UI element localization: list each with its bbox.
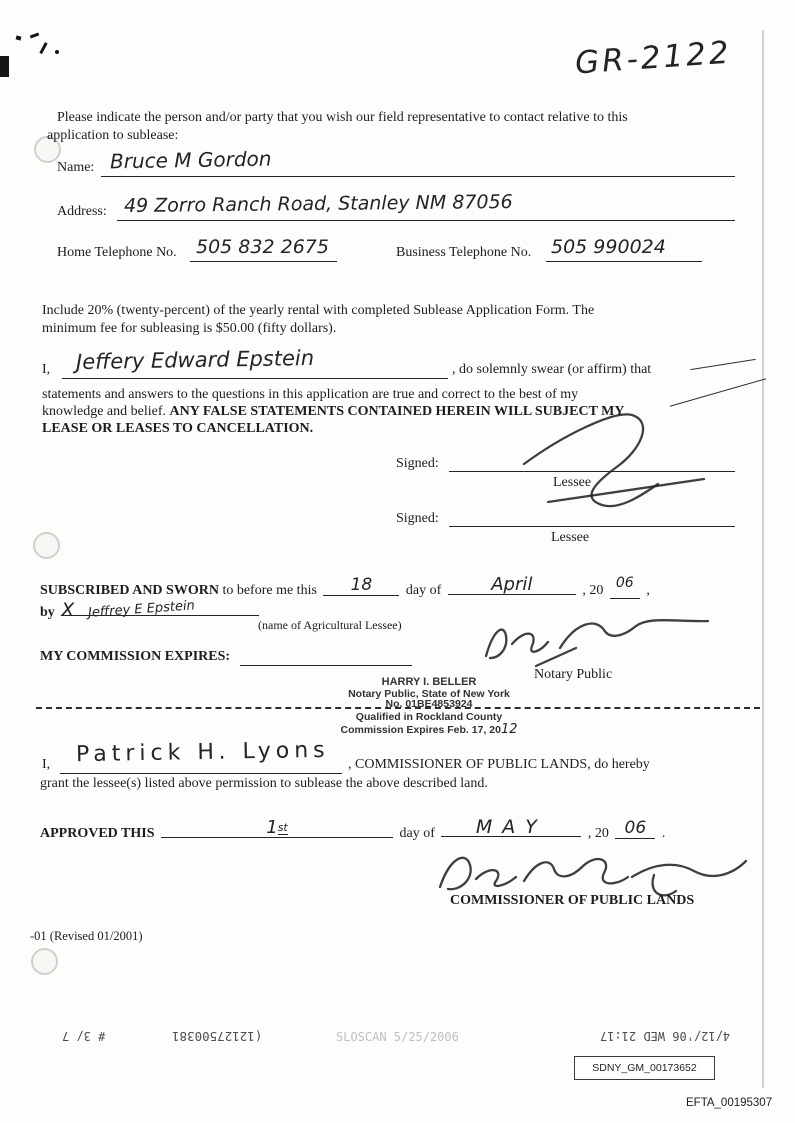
pen-mark [690,359,755,370]
scan-software-stamp: SLOSCAN 5/25/2006 [336,1030,459,1044]
scan-artifact [55,50,59,54]
signed-underline-2 [449,526,735,527]
approved-day-handwritten: 1 [266,817,278,838]
sworn-rest-text: to before me this [222,583,317,598]
address-value-handwritten: 49 Zorro Ranch Road, Stanley NM 87056 [123,190,513,218]
oath-line-3-normal: knowledge and belief. [42,404,170,419]
lessee-label-1: Lessee [553,475,592,490]
business-phone-underline [546,261,702,262]
scan-artifact [39,42,47,54]
sworn-day-handwritten: 18 [350,575,373,595]
scan-artifact [16,35,22,40]
oath-line-2: statements and answers to the questions in this application are true and correct to the best of my [42,387,579,402]
approved-year-prefix: , 20 [587,826,609,841]
home-phone-underline [190,261,337,262]
home-phone-label: Home Telephone No. [57,245,177,260]
grant-suffix: , COMMISSIONER OF PUBLIC LANDS, do hereby [348,757,650,772]
address-label: Address: [57,204,107,219]
approved-day-suffix-handwritten: st [277,821,288,835]
stamp-notary-title: Notary Public, State of New York [348,688,510,700]
lessee-signature [462,406,732,511]
stamp-expires-row [298,722,560,737]
approved-day-field [161,817,393,838]
commissioner-name-handwritten: Patrick H. Lyons [75,737,330,768]
approved-row [40,816,666,842]
intro-line-1: Please indicate the person and/or party that you wish our field representative to contact relative to this [57,110,628,125]
form-number: -01 (Revised 01/2001) [30,929,143,943]
approved-month-field [441,816,581,838]
oath-affiant-name-handwritten: Jeffery Edward Epstein [75,345,315,375]
stamp-expires-text: Commission Expires Feb. 17, 20 [340,724,501,736]
sworn-by-row [40,599,262,621]
by-x-handwritten: X [61,599,75,621]
sworn-bold-text: SUBSCRIBED AND SWORN [40,583,219,598]
signed-label-1: Signed: [396,456,439,471]
scan-artifact [30,33,39,39]
stamp-expiry-handwritten: 12 [500,722,518,737]
agricultural-lessee-note: (name of Agricultural Lessee) [258,618,402,632]
stamp-notary-name: HARRY I. BELLER [381,676,477,688]
notary-public-label: Notary Public [534,667,613,682]
fee-line-2: minimum fee for subleasing is $50.00 (fifty dollars). [42,321,337,336]
commissioner-title-label: COMMISSIONER OF PUBLIC LANDS [450,893,695,908]
oath-prefix: I, [42,362,51,377]
approved-year-field [615,818,655,839]
scan-artifact [0,56,9,77]
by-label: by [40,605,55,620]
name-value-handwritten: Bruce M Gordon [109,146,272,174]
commission-expires-label: MY COMMISSION EXPIRES: [40,649,231,664]
address-underline [117,220,735,221]
business-phone-label: Business Telephone No. [396,245,532,260]
signed-label-2: Signed: [396,511,439,526]
commissioner-name-underline [60,773,342,774]
approved-period: . [661,826,666,841]
punch-hole [33,532,60,559]
notary-signature [478,616,718,668]
oath-name-underline [62,378,448,379]
by-name-field [61,598,259,621]
oath-line-4: LEASE OR LEASES TO CANCELLATION. [42,421,314,436]
grant-prefix: I, [42,757,51,772]
sworn-year-field [610,575,640,599]
sworn-row [40,574,650,599]
grant-line-2: grant the lessee(s) listed above permission to sublease the above described land. [40,776,488,791]
stamp-notary-number: No. 01BE4853924 [385,698,473,710]
name-underline [101,176,735,177]
fax-serial-number: (12127500381 [172,1029,263,1044]
punch-hole [31,948,58,975]
name-label: Name: [57,160,95,175]
business-phone-value-handwritten: 505 990024 [551,236,666,258]
approved-month-handwritten: MAY [475,816,547,838]
commission-expires-underline [240,665,412,666]
pen-mark [670,378,766,407]
home-phone-value-handwritten: 505 832 2675 [196,236,329,258]
bates-number: EFTA_00195307 [686,1097,773,1109]
sworn-month-field [448,574,576,595]
sworn-year-handwritten: 06 [615,575,634,591]
sworn-trailing-comma: , [646,583,650,598]
approved-label: APPROVED THIS [40,826,155,841]
lessee-label-2: Lessee [551,530,590,545]
approved-year-handwritten: 06 [624,818,647,838]
fee-line-1: Include 20% (twenty-percent) of the yearly rental with completed Sublease Application Form. The [42,303,595,318]
fax-page-indicator: # 3/ 7 [62,1029,106,1043]
sworn-day-of: day of [405,583,442,598]
stamp-qualified: Qualified in Rockland County [355,711,503,723]
sworn-day-field [323,575,399,596]
oath-suffix: , do solemnly swear (or affirm) that [452,362,652,377]
sworn-year-prefix: , 20 [582,583,604,598]
oath-line-3-bold: ANY FALSE STATEMENTS CONTAINED HEREIN WILL SUBJECT MY [169,404,625,419]
sworn-month-handwritten: April [491,574,533,595]
approved-day-of: day of [399,826,435,841]
by-name-handwritten: Jeffrey E Epstein [87,598,196,621]
bates-stamp-box: SDNY_GM_00173652 [574,1056,715,1080]
scan-edge-line [762,30,764,1088]
dashed-separator [36,707,760,709]
fax-timestamp: 4/12/'06 WED 21:17 [600,1029,731,1043]
intro-line-2: application to sublease: [47,128,179,143]
reference-code-handwritten: GR-2122 [573,34,733,82]
